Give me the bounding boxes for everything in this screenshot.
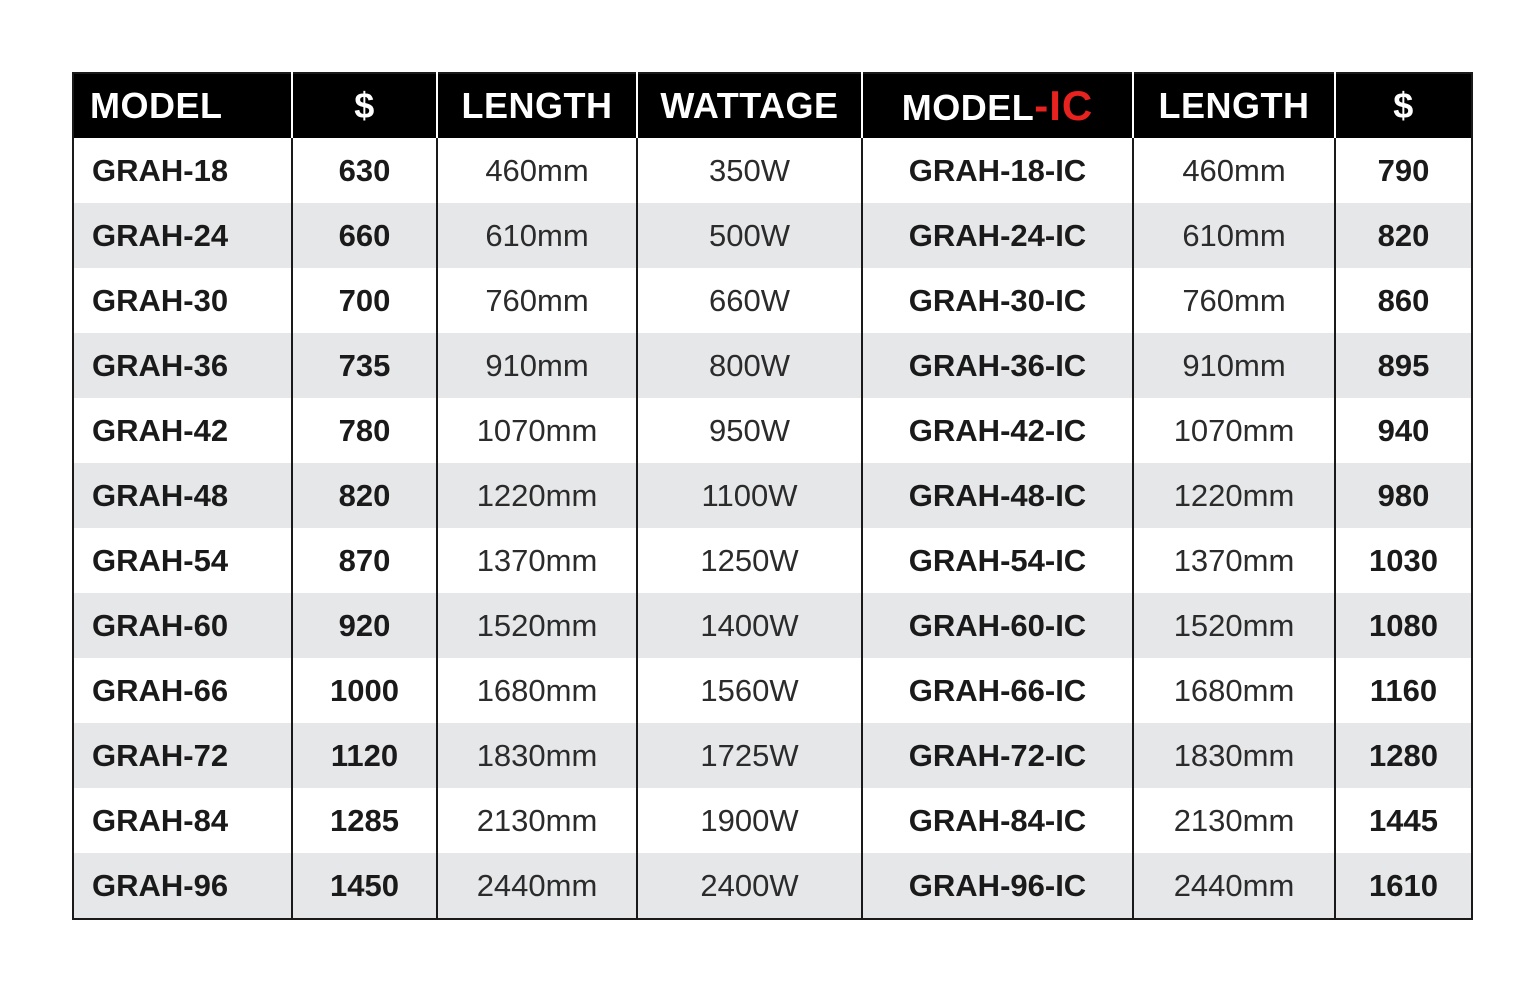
- table-row: [73, 723, 1472, 788]
- cell-length-ic: 1220mm: [1133, 463, 1335, 528]
- table-row: [73, 268, 1472, 333]
- cell-price-ic: 1280: [1335, 723, 1472, 788]
- header-model-ic-suffix: -IC: [1034, 82, 1094, 129]
- cell-length: 1370mm: [437, 528, 637, 593]
- cell-length: 1520mm: [437, 593, 637, 658]
- table-body: [73, 138, 1472, 919]
- cell-price: 920: [292, 593, 437, 658]
- cell-length: 1830mm: [437, 723, 637, 788]
- price-table: [72, 72, 1473, 920]
- cell-price-ic: 820: [1335, 203, 1472, 268]
- table-row: [73, 788, 1472, 853]
- header-model: MODEL: [73, 73, 292, 138]
- table-row: [73, 658, 1472, 723]
- cell-wattage: 1100W: [637, 463, 862, 528]
- cell-model-ic: GRAH-72-IC: [862, 723, 1133, 788]
- cell-model: GRAH-42: [92, 412, 229, 448]
- cell-price-ic: 980: [1335, 463, 1472, 528]
- cell-wattage: 500W: [637, 203, 862, 268]
- cell-price: 700: [292, 268, 437, 333]
- cell-model: GRAH-66: [92, 672, 229, 708]
- cell-price-ic: 895: [1335, 333, 1472, 398]
- header-length-ic: LENGTH: [1133, 73, 1335, 138]
- cell-wattage: 800W: [637, 333, 862, 398]
- cell-wattage: 1560W: [637, 658, 862, 723]
- header-model-ic-prefix: MODEL: [901, 87, 1035, 128]
- cell-length: 460mm: [437, 138, 637, 203]
- cell-model: GRAH-84: [92, 802, 229, 838]
- cell-price-ic: 860: [1335, 268, 1472, 333]
- header-wattage: WATTAGE: [637, 73, 862, 138]
- cell-model: GRAH-96: [73, 853, 292, 919]
- cell-length: 1680mm: [437, 658, 637, 723]
- cell-model-ic: GRAH-54-IC: [862, 528, 1133, 593]
- cell-price-ic: 940: [1335, 398, 1472, 463]
- cell-price: 660: [292, 203, 437, 268]
- table-header: [73, 73, 1472, 138]
- cell-wattage: 1400W: [637, 593, 862, 658]
- table-row: [73, 203, 1472, 268]
- header-row: [73, 73, 1472, 138]
- cell-length-ic: 2440mm: [1133, 853, 1335, 919]
- cell-model: GRAH-30: [92, 282, 229, 318]
- table-row: [73, 528, 1472, 593]
- header-model-ic: [862, 73, 1133, 138]
- cell-model: GRAH-24: [73, 203, 292, 268]
- cell-price: 1000: [292, 658, 437, 723]
- cell-price-ic: 1445: [1335, 788, 1472, 853]
- cell-length: 910mm: [437, 333, 637, 398]
- cell-length-ic: 1680mm: [1133, 658, 1335, 723]
- header-price-ic: $: [1335, 73, 1472, 138]
- cell-length: 2130mm: [437, 788, 637, 853]
- cell-length: 1220mm: [437, 463, 637, 528]
- cell-model-ic: GRAH-30-IC: [862, 268, 1133, 333]
- cell-model-ic: GRAH-84-IC: [862, 788, 1133, 853]
- cell-price-ic: 1160: [1335, 658, 1472, 723]
- cell-price: 630: [292, 138, 437, 203]
- cell-length-ic: 2130mm: [1133, 788, 1335, 853]
- cell-wattage: 1900W: [637, 788, 862, 853]
- cell-model-ic: GRAH-24-IC: [862, 203, 1133, 268]
- cell-model-ic: GRAH-96-IC: [862, 853, 1133, 919]
- cell-model: GRAH-36: [73, 333, 292, 398]
- cell-price: 1450: [292, 853, 437, 919]
- cell-price-ic: 790: [1335, 138, 1472, 203]
- cell-length: 760mm: [437, 268, 637, 333]
- table-row: [73, 593, 1472, 658]
- cell-price: 1120: [292, 723, 437, 788]
- cell-length-ic: 610mm: [1133, 203, 1335, 268]
- table-row: [73, 398, 1472, 463]
- cell-model-ic: GRAH-42-IC: [862, 398, 1133, 463]
- header-length: LENGTH: [437, 73, 637, 138]
- cell-price-ic: 1080: [1335, 593, 1472, 658]
- cell-wattage: 950W: [637, 398, 862, 463]
- cell-length-ic: 910mm: [1133, 333, 1335, 398]
- cell-price: 735: [292, 333, 437, 398]
- cell-model-ic: GRAH-36-IC: [862, 333, 1133, 398]
- cell-model-ic: GRAH-66-IC: [862, 658, 1133, 723]
- cell-length: 2440mm: [437, 853, 637, 919]
- cell-wattage: 1725W: [637, 723, 862, 788]
- cell-model-ic: GRAH-60-IC: [862, 593, 1133, 658]
- cell-model: GRAH-72: [73, 723, 292, 788]
- table-row: [73, 463, 1472, 528]
- cell-price: 820: [292, 463, 437, 528]
- cell-model-ic: GRAH-18-IC: [862, 138, 1133, 203]
- cell-wattage: 660W: [637, 268, 862, 333]
- cell-length-ic: 1830mm: [1133, 723, 1335, 788]
- table-row: [73, 333, 1472, 398]
- header-price: $: [292, 73, 437, 138]
- cell-model: GRAH-48: [73, 463, 292, 528]
- cell-length-ic: 1520mm: [1133, 593, 1335, 658]
- cell-wattage: 2400W: [637, 853, 862, 919]
- cell-price: 780: [292, 398, 437, 463]
- cell-length-ic: 1070mm: [1133, 398, 1335, 463]
- cell-price-ic: 1610: [1335, 853, 1472, 919]
- cell-model: GRAH-60: [73, 593, 292, 658]
- cell-length-ic: 760mm: [1133, 268, 1335, 333]
- cell-price: 870: [292, 528, 437, 593]
- cell-length: 1070mm: [437, 398, 637, 463]
- cell-wattage: 1250W: [637, 528, 862, 593]
- cell-length-ic: 1370mm: [1133, 528, 1335, 593]
- cell-price: 1285: [292, 788, 437, 853]
- cell-model: GRAH-54: [92, 542, 229, 578]
- cell-length-ic: 460mm: [1133, 138, 1335, 203]
- table-row: [73, 138, 1472, 203]
- cell-price-ic: 1030: [1335, 528, 1472, 593]
- cell-wattage: 350W: [637, 138, 862, 203]
- cell-model-ic: GRAH-48-IC: [862, 463, 1133, 528]
- cell-length: 610mm: [437, 203, 637, 268]
- cell-model: GRAH-18: [92, 152, 229, 188]
- table-row: [73, 853, 1472, 919]
